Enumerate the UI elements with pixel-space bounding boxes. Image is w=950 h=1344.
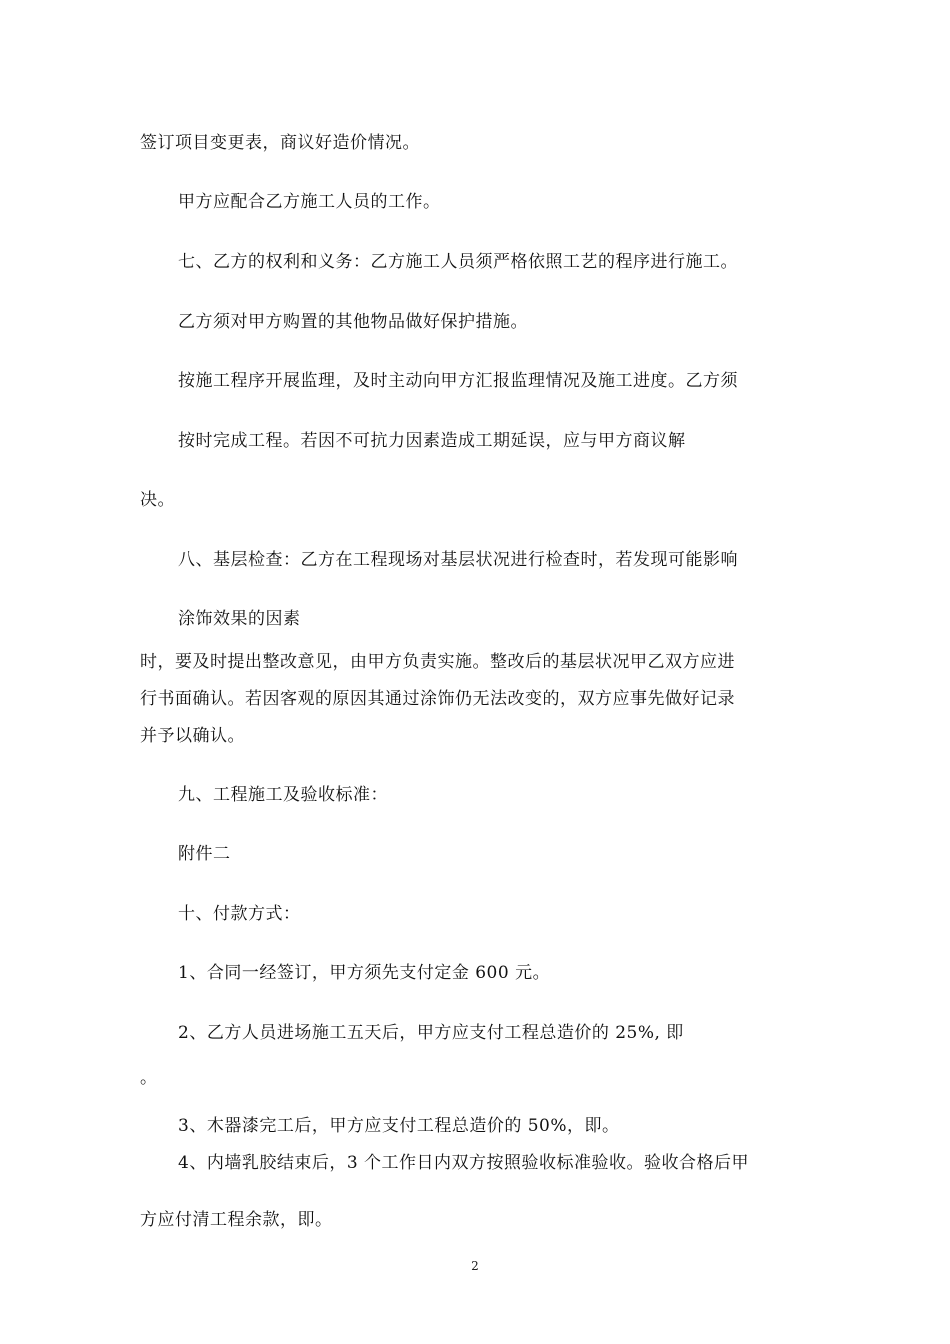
paragraph-line: 方应付清工程余款，即。 [140,1210,333,1230]
page-number: 2 [471,1259,479,1273]
paragraph-line: 按施工程序开展监理，及时主动向甲方汇报监理情况及施工进度。乙方须 [178,371,738,391]
paragraph-line: 附件二 [178,844,231,864]
paragraph-line: 行书面确认。若因客观的原因其通过涂饰仍无法改变的，双方应事先做好记录 [140,689,735,709]
paragraph-line: 3、木器漆完工后，甲方应支付工程总造价的 50%，即。 [178,1116,620,1136]
paragraph-line: 并予以确认。 [140,726,245,746]
paragraph-line: 4、内墙乳胶结束后，3 个工作日内双方按照验收标准验收。验收合格后甲 [178,1153,750,1173]
paragraph-line: 2、乙方人员进场施工五天后，甲方应支付工程总造价的 25%, 即 [178,1023,684,1043]
paragraph-line: 甲方应配合乙方施工人员的工作。 [178,192,441,212]
paragraph-line: 乙方须对甲方购置的其他物品做好保护措施。 [178,312,528,332]
paragraph-line: 八、基层检查：乙方在工程现场对基层状况进行检查时，若发现可能影响 [178,550,738,570]
paragraph-line: 九、工程施工及验收标准： [178,785,388,805]
paragraph-line: 决。 [140,490,175,510]
paragraph-line: 七、乙方的权利和义务：乙方施工人员须严格依照工艺的程序进行施工。 [178,252,738,272]
paragraph-line: 十、付款方式： [178,904,301,924]
paragraph-line: 签订项目变更表，商议好造价情况。 [140,133,420,153]
paragraph-line: 1、合同一经签订，甲方须先支付定金 600 元。 [178,963,551,983]
paragraph-line: 。 [140,1068,158,1088]
paragraph-line: 涂饰效果的因素 [178,609,301,629]
paragraph-line: 时，要及时提出整改意见，由甲方负责实施。整改后的基层状况甲乙双方应进 [140,652,735,672]
paragraph-line: 按时完成工程。若因不可抗力因素造成工期延误，应与甲方商议解 [178,431,686,451]
